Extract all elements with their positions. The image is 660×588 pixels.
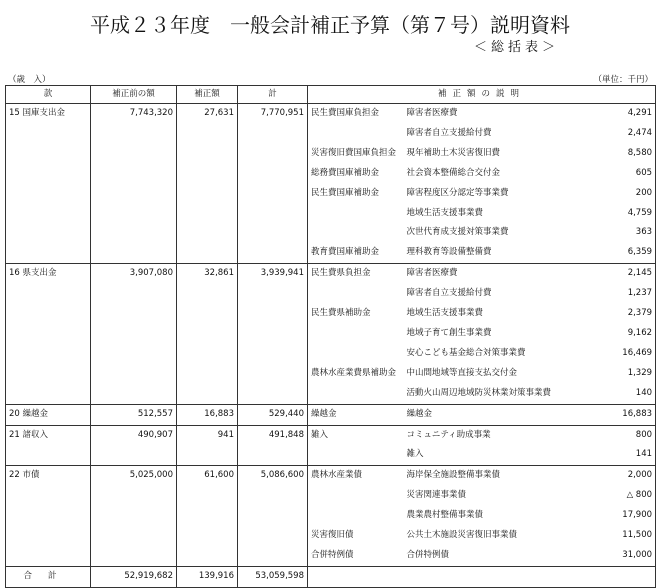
row-item: 15 国庫支出金 xyxy=(6,104,91,124)
row-category: 合併特例債 xyxy=(308,546,404,566)
header-before-amount: 補正前の額 xyxy=(91,86,177,104)
row-detail-amount: 1,329 xyxy=(589,364,656,384)
total-row xyxy=(6,566,656,587)
table-row xyxy=(6,204,656,224)
total-label: 合計 xyxy=(6,566,91,587)
row-detail: 海岸保全施設整備事業債 xyxy=(404,466,589,486)
row-category: 総務費国庫補助金 xyxy=(308,164,404,184)
row-detail-amount: 31,000 xyxy=(589,546,656,566)
row-detail-amount: 2,145 xyxy=(589,264,656,284)
row-total: 3,939,941 xyxy=(238,264,308,284)
row-category xyxy=(308,486,404,506)
row-category xyxy=(308,124,404,144)
row-category: 農林水産業債 xyxy=(308,466,404,486)
row-total xyxy=(238,144,308,164)
row-category xyxy=(308,445,404,465)
row-detail: 障害者医療費 xyxy=(404,104,589,124)
row-item xyxy=(6,184,91,204)
row-total xyxy=(238,506,308,526)
total-amount: 139,916 xyxy=(177,566,238,587)
row-detail: 安心こども基金総合対策事業費 xyxy=(406,347,526,358)
row-detail-amount: 141 xyxy=(589,445,656,465)
row-detail-amount: 2,474 xyxy=(589,124,656,144)
row-item: 20 繰越金 xyxy=(6,404,91,425)
row-item xyxy=(6,506,91,526)
row-item xyxy=(6,204,91,224)
budget-table xyxy=(5,85,656,588)
total-before: 52,919,682 xyxy=(91,566,177,587)
table-row xyxy=(6,264,656,284)
row-category: 民生費国庫負担金 xyxy=(308,104,404,124)
row-detail: 次世代育成支援対策事業費 xyxy=(406,227,509,238)
row-item xyxy=(6,546,91,566)
row-item xyxy=(6,384,91,404)
row-detail: 障害者自立支援給付費 xyxy=(406,288,492,299)
row-total xyxy=(238,124,308,144)
table-row xyxy=(6,223,656,243)
row-before-amount: 3,907,080 xyxy=(91,264,177,284)
table-row xyxy=(6,486,656,506)
row-total: 491,848 xyxy=(238,425,308,445)
row-total xyxy=(238,243,308,263)
row-category: 民生費県負担金 xyxy=(308,264,404,284)
row-detail-amount: 6,359 xyxy=(589,243,656,263)
row-item xyxy=(6,324,91,344)
row-detail-amount: 11,500 xyxy=(589,526,656,546)
section-label: （歳 入） xyxy=(8,75,51,85)
table-row xyxy=(6,466,656,486)
row-item xyxy=(6,243,91,263)
row-before-amount xyxy=(91,243,177,263)
table-row xyxy=(6,404,656,425)
table-row xyxy=(6,546,656,566)
row-detail: 地域生活支援事業費 xyxy=(406,308,484,319)
row-before-amount xyxy=(91,506,177,526)
row-correction-amount xyxy=(177,284,238,304)
table-row xyxy=(6,324,656,344)
row-category: 教育費国庫補助金 xyxy=(308,243,404,263)
row-item xyxy=(6,486,91,506)
row-correction-amount: 16,883 xyxy=(177,404,238,425)
row-before-amount xyxy=(91,445,177,465)
table-row xyxy=(6,344,656,364)
table-row xyxy=(6,164,656,184)
row-total xyxy=(238,344,308,364)
row-detail: 障害者自立支援給付費 xyxy=(406,127,492,138)
row-total xyxy=(238,384,308,404)
row-correction-amount xyxy=(177,144,238,164)
table-row xyxy=(6,445,656,465)
row-category: 災害復旧費国庫負担金 xyxy=(308,144,404,164)
total-description-empty xyxy=(308,566,656,587)
row-item xyxy=(6,364,91,384)
table-row xyxy=(6,124,656,144)
document-title: 平成２３年度 一般会計補正予算（第７号）説明資料 xyxy=(90,13,570,37)
row-category xyxy=(308,284,404,304)
row-detail: 災害関連事業債 xyxy=(406,490,467,501)
row-detail: 公共土木施設災害復旧事業債 xyxy=(406,530,518,541)
row-before-amount xyxy=(91,324,177,344)
row-detail: 活動火山周辺地域防災林業対策事業費 xyxy=(406,387,552,398)
row-detail: コミュニティ助成事業 xyxy=(404,425,589,445)
row-total xyxy=(238,284,308,304)
row-detail: 障害者医療費 xyxy=(404,264,589,284)
row-detail-amount: 4,759 xyxy=(589,204,656,224)
row-category: 繰越金 xyxy=(308,404,404,425)
table-row xyxy=(6,284,656,304)
table-row xyxy=(6,364,656,384)
table-row xyxy=(6,304,656,324)
row-before-amount xyxy=(91,486,177,506)
row-detail: 障害程度区分認定等事業費 xyxy=(406,187,509,198)
row-category xyxy=(308,324,404,344)
header-item: 款 xyxy=(6,86,91,104)
row-item xyxy=(6,124,91,144)
row-correction-amount xyxy=(177,486,238,506)
row-item: 22 市債 xyxy=(6,466,91,486)
row-correction-amount xyxy=(177,223,238,243)
row-before-amount: 512,557 xyxy=(91,404,177,425)
row-correction-amount xyxy=(177,304,238,324)
row-correction-amount: 32,861 xyxy=(177,264,238,284)
row-detail: 合併特例債 xyxy=(406,549,450,560)
total-sum: 53,059,598 xyxy=(238,566,308,587)
row-detail: 中山間地域等直接支払交付金 xyxy=(406,367,518,378)
row-category xyxy=(308,384,404,404)
unit-label: （単位：千円） xyxy=(593,75,653,85)
row-category xyxy=(308,506,404,526)
row-detail-amount: 2,000 xyxy=(589,466,656,486)
table-header-row xyxy=(6,86,656,104)
row-category xyxy=(308,344,404,364)
row-correction-amount xyxy=(177,384,238,404)
row-item: 16 県支出金 xyxy=(6,264,91,284)
row-detail-amount: 200 xyxy=(589,184,656,204)
row-total xyxy=(238,526,308,546)
header-total: 計 xyxy=(238,86,308,104)
table-row xyxy=(6,506,656,526)
row-correction-amount xyxy=(177,506,238,526)
row-detail-amount: 605 xyxy=(589,164,656,184)
row-before-amount: 490,907 xyxy=(91,425,177,445)
row-total xyxy=(238,304,308,324)
table-body xyxy=(6,104,656,567)
row-total: 7,770,951 xyxy=(238,104,308,124)
row-item xyxy=(6,304,91,324)
row-item xyxy=(6,223,91,243)
row-correction-amount xyxy=(177,344,238,364)
row-correction-amount xyxy=(177,526,238,546)
row-category: 農林水産業費県補助金 xyxy=(308,364,404,384)
row-detail: 繰越金 xyxy=(404,404,589,425)
header-correction-amount: 補正額 xyxy=(177,86,238,104)
row-before-amount xyxy=(91,144,177,164)
row-category xyxy=(308,223,404,243)
row-before-amount xyxy=(91,164,177,184)
row-detail: 理科教育等設備整備費 xyxy=(406,247,492,258)
row-before-amount xyxy=(91,546,177,566)
row-before-amount xyxy=(91,284,177,304)
row-correction-amount xyxy=(177,124,238,144)
row-item xyxy=(6,344,91,364)
row-total xyxy=(238,445,308,465)
row-item: 21 諸収入 xyxy=(6,425,91,445)
table-row xyxy=(6,104,656,124)
row-detail-amount: 16,883 xyxy=(589,404,656,425)
row-total: 5,086,600 xyxy=(238,466,308,486)
row-category: 雑入 xyxy=(308,425,404,445)
row-detail-amount: 140 xyxy=(589,384,656,404)
row-detail-amount: 8,580 xyxy=(589,144,656,164)
row-before-amount xyxy=(91,304,177,324)
row-correction-amount xyxy=(177,445,238,465)
table-row xyxy=(6,384,656,404)
table-row xyxy=(6,184,656,204)
row-item xyxy=(6,164,91,184)
document-subtitle: ＜総括表＞ xyxy=(474,40,560,55)
row-correction-amount: 61,600 xyxy=(177,466,238,486)
row-before-amount xyxy=(91,184,177,204)
row-total xyxy=(238,204,308,224)
row-correction-amount: 941 xyxy=(177,425,238,445)
row-correction-amount xyxy=(177,184,238,204)
row-category xyxy=(308,204,404,224)
row-correction-amount xyxy=(177,243,238,263)
row-item xyxy=(6,445,91,465)
row-detail: 雑入 xyxy=(406,449,424,460)
row-detail-amount: 1,237 xyxy=(589,284,656,304)
row-total xyxy=(238,364,308,384)
row-detail: 社会資本整備総合交付金 xyxy=(406,167,501,178)
table-row xyxy=(6,144,656,164)
row-category: 災害復旧債 xyxy=(308,526,404,546)
row-correction-amount xyxy=(177,204,238,224)
row-before-amount xyxy=(91,526,177,546)
row-before-amount: 5,025,000 xyxy=(91,466,177,486)
row-before-amount xyxy=(91,124,177,144)
row-correction-amount xyxy=(177,324,238,344)
table-row xyxy=(6,526,656,546)
row-detail-amount: 9,162 xyxy=(589,324,656,344)
row-item xyxy=(6,284,91,304)
row-before-amount xyxy=(91,204,177,224)
row-detail-amount: 800 xyxy=(589,425,656,445)
row-detail-amount: 16,469 xyxy=(589,344,656,364)
row-correction-amount xyxy=(177,164,238,184)
table-row xyxy=(6,425,656,445)
row-correction-amount xyxy=(177,364,238,384)
row-total xyxy=(238,184,308,204)
row-detail: 地域子育て創生事業費 xyxy=(406,327,492,338)
row-before-amount xyxy=(91,344,177,364)
row-before-amount xyxy=(91,223,177,243)
row-detail: 現年補助土木災害復旧費 xyxy=(406,147,501,158)
row-category: 民生費県補助金 xyxy=(308,304,404,324)
row-detail-amount: 17,900 xyxy=(589,506,656,526)
row-category: 民生費国庫補助金 xyxy=(308,184,404,204)
row-total xyxy=(238,546,308,566)
row-total xyxy=(238,223,308,243)
row-total xyxy=(238,164,308,184)
row-correction-amount: 27,631 xyxy=(177,104,238,124)
row-item xyxy=(6,144,91,164)
row-detail-amount: 4,291 xyxy=(589,104,656,124)
table-row xyxy=(6,243,656,263)
header-description: 補正額の説明 xyxy=(308,86,656,104)
row-total xyxy=(238,486,308,506)
row-detail-amount: △ 800 xyxy=(589,486,656,506)
row-detail-amount: 2,379 xyxy=(589,304,656,324)
row-detail-amount: 363 xyxy=(589,223,656,243)
row-total: 529,440 xyxy=(238,404,308,425)
row-item xyxy=(6,526,91,546)
row-before-amount xyxy=(91,364,177,384)
row-before-amount xyxy=(91,384,177,404)
row-total xyxy=(238,324,308,344)
row-correction-amount xyxy=(177,546,238,566)
row-detail: 農業農村整備事業債 xyxy=(406,510,484,521)
row-before-amount: 7,743,320 xyxy=(91,104,177,124)
row-detail: 地域生活支援事業費 xyxy=(406,207,484,218)
